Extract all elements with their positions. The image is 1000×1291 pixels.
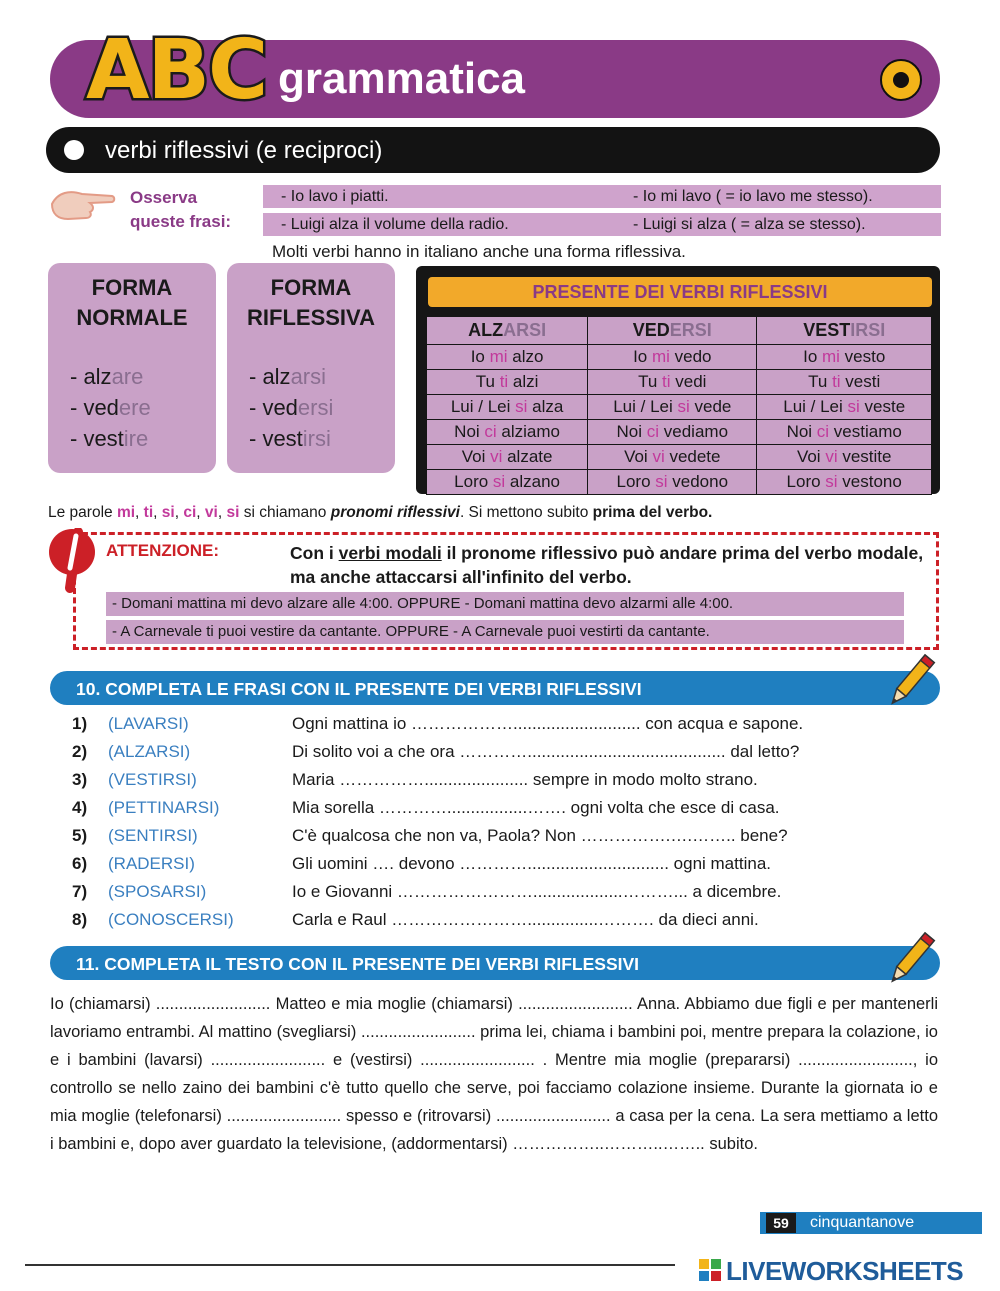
observe-label xyxy=(130,186,231,234)
verb-stem: - ved xyxy=(70,395,119,420)
exercise-item xyxy=(72,826,902,854)
table-row xyxy=(427,370,932,395)
item-verb: (LAVARSI) xyxy=(108,714,189,733)
cell-verb: vedete xyxy=(664,447,721,466)
cell-pronoun: ti xyxy=(832,372,841,391)
item-sentence: Di solito voi a che ora ………….......................................... dal letto? xyxy=(292,742,800,761)
item-verb: (SPOSARSI) xyxy=(108,882,207,901)
item-verb: (ALZARSI) xyxy=(108,742,191,761)
cell-pronoun: si xyxy=(847,397,860,416)
reflexive-note: Molti verbi hanno in italiano anche una forma riflessiva. xyxy=(272,242,686,261)
abc-logo: ABC xyxy=(86,23,267,118)
liveworksheets-logo-icon xyxy=(699,1259,721,1281)
item-number: 7) xyxy=(72,882,88,901)
forma-normale-title-2: NORMALE xyxy=(76,305,188,330)
verb-ending: irsi xyxy=(302,426,331,451)
cell-verb: vedi xyxy=(670,372,707,391)
cell-subject: Voi xyxy=(796,447,826,466)
cell-pronoun: si xyxy=(677,397,690,416)
item-number: 3) xyxy=(72,770,88,789)
verb-stem: - alz xyxy=(70,364,112,389)
cell-pronoun: ci xyxy=(484,422,497,441)
table-cell xyxy=(588,370,757,395)
exercise-item xyxy=(72,910,902,938)
item-verb: (PETTINARSI) xyxy=(108,798,220,817)
pencil-icon xyxy=(885,928,937,990)
exercise-item xyxy=(72,882,902,910)
cell-pronoun: vi xyxy=(652,447,665,466)
forma-riflessiva-title-1: FORMA xyxy=(270,275,352,300)
cell-subject: Tu xyxy=(638,372,663,391)
cell-subject: Noi xyxy=(616,422,647,441)
cell-pronoun: vi xyxy=(825,447,838,466)
table-header xyxy=(757,317,932,345)
attention-example-1: - Domani mattina mi devo alzare alle 4:00. OPPURE - Domani mattina devo alzarmi alle 4:00. xyxy=(106,592,904,616)
cell-subject: Loro xyxy=(616,472,656,491)
header-stem: VEST xyxy=(803,320,851,340)
exercise-11-text: Io (chiamarsi) ......................... Matteo e mia moglie (chiamarsi) ......................... Anna. Abbiamo due figli e per mantenerli lavoriamo entrambi. Al mattino (svegliarsi) ......................... prima lei, chiama i bambini poi, mentre prepara la colazione, io e i bambini (lavarsi) ......................... e (vestirsi) ......................... . Mentre mia moglie (prepararsi) ........................., io controllo se nello zaino dei bambini c'è tutto quello che serve, poi facciamo colazione insieme. Durante la giornata io e mia moglie (telefonarsi) ......................... spesso e (ritrovarsi) ......................... a casa per la cena. La sera mettiamo a letto i bambini e, dopo aver guardato la televisione, (addormentarsi) ……………..………..…….. subito. xyxy=(50,995,938,1153)
cell-subject: Noi xyxy=(454,422,485,441)
forma-riflessiva-title-2: RIFLESSIVA xyxy=(247,305,375,330)
pronoun: mi xyxy=(116,504,136,521)
table-row xyxy=(427,395,932,420)
cell-subject: Io xyxy=(803,347,822,366)
exercise-item xyxy=(72,798,902,826)
exclamation-icon xyxy=(48,528,96,604)
cell-pronoun: mi xyxy=(822,347,840,366)
table-cell xyxy=(588,395,757,420)
table-row xyxy=(427,345,932,370)
item-number: 6) xyxy=(72,854,88,873)
table-row xyxy=(427,420,932,445)
verb-ending: ere xyxy=(118,395,151,420)
conjugation-table-title: PRESENTE DEI VERBI RIFLESSIVI xyxy=(428,277,932,307)
cell-verb: vediamo xyxy=(659,422,729,441)
table-cell xyxy=(427,370,588,395)
note-bold-term: pronomi riflessivi xyxy=(330,504,460,521)
table-row xyxy=(427,470,932,495)
table-cell xyxy=(427,345,588,370)
section-title: verbi riflessivi (e reciproci) xyxy=(105,137,383,164)
page-number-word: cinquantanove xyxy=(810,1214,915,1231)
pronoun: ci xyxy=(183,504,197,521)
item-number: 4) xyxy=(72,798,88,817)
verb-stem: - alz xyxy=(249,364,291,389)
table-cell xyxy=(588,445,757,470)
cell-verb: vedono xyxy=(667,472,729,491)
item-verb: (SENTIRSI) xyxy=(108,826,198,845)
page-title: grammatica xyxy=(278,54,526,103)
reflexive-sentence: - Luigi si alza ( = alza se stesso). xyxy=(633,216,866,233)
footer-divider xyxy=(25,1264,675,1266)
cell-subject: Io xyxy=(633,347,652,366)
table-cell xyxy=(757,345,932,370)
cell-verb: veste xyxy=(859,397,906,416)
table-cell xyxy=(427,395,588,420)
table-cell xyxy=(757,445,932,470)
attention-text-part: il pronome riflessivo può andare prima del verbo modale, ma anche attaccarsi all'infinito del verbo. xyxy=(290,543,924,587)
example-sentence-row xyxy=(263,185,941,208)
cell-verb: vedo xyxy=(669,347,712,366)
cell-subject: Lui / Lei xyxy=(450,397,516,416)
page-number: 59 xyxy=(766,1213,796,1233)
forma-normale-list xyxy=(70,361,216,454)
verb-form-item xyxy=(249,392,395,423)
normal-sentence: - Io lavo i piatti. xyxy=(281,188,389,205)
cell-verb: alzo xyxy=(507,347,544,366)
table-cell xyxy=(757,370,932,395)
item-number: 1) xyxy=(72,714,88,733)
attention-heading: ATTENZIONE: xyxy=(106,541,220,560)
table-cell xyxy=(427,445,588,470)
cell-subject: Loro xyxy=(454,472,493,491)
note-text: . Si mettono subito xyxy=(459,504,589,521)
example-sentence-row xyxy=(263,213,941,236)
pronoun-list: mi, ti, si, ci, vi, si xyxy=(116,504,240,521)
item-sentence: Carla e Raul ……………………...............………. da dieci anni. xyxy=(292,910,759,929)
cell-verb: vesti xyxy=(840,372,881,391)
table-cell xyxy=(427,470,588,495)
verb-form-item xyxy=(70,423,216,454)
pronoun: ti xyxy=(143,504,154,521)
observe-label-line2: queste frasi: xyxy=(130,212,232,231)
cell-pronoun: ci xyxy=(646,422,660,441)
exercise-11-title: 11. COMPLETA IL TESTO CON IL PRESENTE DEI VERBI RIFLESSIVI xyxy=(76,954,640,974)
attention-text-part: Con i xyxy=(290,543,334,563)
item-number: 5) xyxy=(72,826,88,845)
verb-form-item xyxy=(249,361,395,392)
cell-verb: alzate xyxy=(502,447,553,466)
pronoun: vi xyxy=(204,504,218,521)
verb-form-item xyxy=(70,361,216,392)
verb-form-item xyxy=(249,423,395,454)
exercise-item xyxy=(72,742,902,770)
item-sentence: Gli uomini …. devono ………….............................. ogni mattina. xyxy=(292,854,771,873)
table-cell xyxy=(588,420,757,445)
attention-underlined-term: verbi modali xyxy=(338,543,442,563)
verb-stem: - ved xyxy=(249,395,298,420)
note-text: Le parole xyxy=(48,504,113,521)
cell-pronoun: si xyxy=(492,472,506,491)
table-cell xyxy=(588,345,757,370)
exercise-item xyxy=(72,854,902,882)
cell-verb: alza xyxy=(527,397,564,416)
verb-ending: arsi xyxy=(290,364,327,389)
cell-subject: Voi xyxy=(624,447,653,466)
verb-ending: ire xyxy=(123,426,149,451)
header-ending: IRSI xyxy=(850,320,886,340)
item-verb: (VESTIRSI) xyxy=(108,770,197,789)
pencil-icon xyxy=(885,650,937,712)
verb-stem: - vest xyxy=(249,426,303,451)
cell-subject: Tu xyxy=(475,372,500,391)
pointing-hand-icon xyxy=(48,186,116,224)
verb-ending: ersi xyxy=(297,395,334,420)
pronoun: si xyxy=(226,504,240,521)
item-sentence: Maria ……………...................... sempre in modo molto strano. xyxy=(292,770,758,789)
item-verb: (CONOSCERSI) xyxy=(108,910,234,929)
forma-normale-box xyxy=(48,263,216,473)
verb-ending: are xyxy=(111,364,144,389)
cell-verb: alzi xyxy=(508,372,539,391)
cell-verb: alziamo xyxy=(496,422,560,441)
header-stem: ALZ xyxy=(468,320,504,340)
table-cell xyxy=(757,395,932,420)
cell-subject: Lui / Lei xyxy=(613,397,678,416)
table-header xyxy=(427,317,588,345)
normal-sentence: - Luigi alza il volume della radio. xyxy=(281,216,509,233)
item-sentence: Io e Giovanni ……………………...................………... a dicembre. xyxy=(292,882,782,901)
cell-verb: vestiamo xyxy=(829,422,902,441)
cell-verb: alzano xyxy=(505,472,561,491)
cell-subject: Noi xyxy=(786,422,817,441)
header-ending: ARSI xyxy=(503,320,547,340)
reflexive-sentence: - Io mi lavo ( = io lavo me stesso). xyxy=(633,188,873,205)
cell-pronoun: mi xyxy=(489,347,508,366)
cell-pronoun: ci xyxy=(816,422,830,441)
table-cell xyxy=(427,420,588,445)
forma-riflessiva-list xyxy=(249,361,395,454)
cell-verb: vede xyxy=(689,397,732,416)
note-bold-end: prima del verbo. xyxy=(592,504,713,521)
cell-pronoun: si xyxy=(655,472,668,491)
verb-form-item xyxy=(70,392,216,423)
forma-normale-title-1: FORMA xyxy=(91,275,173,300)
item-sentence: C'è qualcosa che non va, Paola? Non …………….….…….. bene? xyxy=(292,826,788,845)
cell-subject: Voi xyxy=(461,447,491,466)
bullet-icon xyxy=(64,140,84,160)
item-sentence: Ogni mattina io ………………........................... con acqua e sapone. xyxy=(292,714,804,733)
cell-subject: Lui / Lei xyxy=(783,397,848,416)
exercise-10-title: 10. COMPLETA LE FRASI CON IL PRESENTE DEI VERBI RIFLESSIVI xyxy=(76,679,642,699)
attention-example-2: - A Carnevale ti puoi vestire da cantante. OPPURE - A Carnevale puoi vestirti da cantante. xyxy=(106,620,904,644)
cell-pronoun: ti xyxy=(662,372,671,391)
header-stem: VED xyxy=(632,320,670,340)
cell-subject: Tu xyxy=(808,372,833,391)
table-cell xyxy=(757,470,932,495)
cell-pronoun: mi xyxy=(651,347,670,366)
attention-text xyxy=(290,541,930,589)
item-number: 2) xyxy=(72,742,88,761)
cell-pronoun: ti xyxy=(499,372,509,391)
item-sentence: Mia sorella ………….................……. ogni volta che esce di casa. xyxy=(292,798,780,817)
cell-pronoun: vi xyxy=(490,447,503,466)
note-text: si chiamano xyxy=(243,504,327,521)
cell-subject: Loro xyxy=(786,472,826,491)
table-cell xyxy=(757,420,932,445)
table-header xyxy=(588,317,757,345)
observe-label-line1: Osserva xyxy=(130,188,198,207)
cell-subject: Io xyxy=(470,347,490,366)
exercise-item xyxy=(72,770,902,798)
verb-stem: - vest xyxy=(70,426,124,451)
banner-dot-icon xyxy=(880,59,922,101)
cell-verb: vestono xyxy=(837,472,902,491)
item-number: 8) xyxy=(72,910,88,929)
exercise-item xyxy=(72,714,902,742)
cell-verb: vestite xyxy=(837,447,892,466)
pronouns-note xyxy=(48,504,712,522)
cell-pronoun: si xyxy=(825,472,838,491)
cell-pronoun: si xyxy=(515,397,528,416)
table-row xyxy=(427,445,932,470)
cell-verb: vesto xyxy=(839,347,886,366)
forma-riflessiva-box xyxy=(227,263,395,473)
item-verb: (RADERSI) xyxy=(108,854,195,873)
liveworksheets-watermark: LIVEWORKSHEETS xyxy=(726,1256,964,1286)
table-cell xyxy=(588,470,757,495)
pronoun: si xyxy=(161,504,175,521)
header-ending: ERSI xyxy=(669,320,712,340)
conjugation-table xyxy=(426,316,932,495)
